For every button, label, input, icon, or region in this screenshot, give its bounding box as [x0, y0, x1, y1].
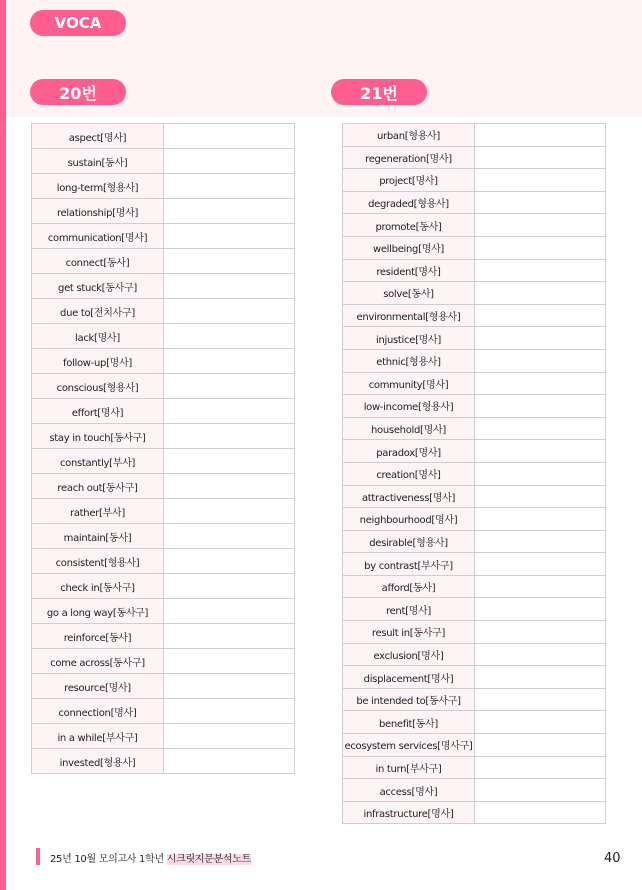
vocab-row — [32, 549, 295, 574]
vocab-row — [32, 349, 295, 374]
answer-blank — [475, 282, 606, 305]
answer-blank — [475, 214, 606, 237]
answer-blank — [164, 699, 295, 724]
vocab-row — [343, 417, 606, 440]
page-number: 40 — [604, 851, 621, 866]
vocab-row — [343, 643, 606, 666]
vocab-row — [32, 624, 295, 649]
vocab-word: neighbourhood[명사] — [343, 508, 475, 531]
vocab-row — [32, 124, 295, 149]
vocab-word: resident[명사] — [343, 259, 475, 282]
vocab-word: sustain[동사] — [32, 149, 164, 174]
answer-blank — [475, 417, 606, 440]
answer-blank — [164, 324, 295, 349]
answer-blank — [164, 124, 295, 149]
answer-blank — [164, 674, 295, 699]
answer-blank — [475, 485, 606, 508]
vocab-word: rather[부사] — [32, 499, 164, 524]
vocab-word: injustice[명사] — [343, 327, 475, 350]
vocab-row — [32, 749, 295, 774]
vocab-word: conscious[형용사] — [32, 374, 164, 399]
vocab-row — [343, 214, 606, 237]
answer-blank — [164, 399, 295, 424]
answer-blank — [164, 649, 295, 674]
vocab-word: stay in touch[동사구] — [32, 424, 164, 449]
vocab-word: aspect[명사] — [32, 124, 164, 149]
vocab-row — [343, 146, 606, 169]
answer-blank — [475, 372, 606, 395]
answer-blank — [475, 395, 606, 418]
answer-blank — [475, 236, 606, 259]
answer-blank — [475, 621, 606, 644]
vocab-row — [343, 304, 606, 327]
vocab-row — [32, 374, 295, 399]
footer-highlight: 시크릿지문분석노트 — [166, 854, 251, 865]
answer-blank — [164, 474, 295, 499]
answer-blank — [475, 530, 606, 553]
vocab-row — [343, 756, 606, 779]
vocab-row — [32, 499, 295, 524]
vocab-word: creation[명사] — [343, 462, 475, 485]
vocab-word: urban[형용사] — [343, 124, 475, 147]
vocab-word: afford[동사] — [343, 575, 475, 598]
vocab-word: solve[동사] — [343, 282, 475, 305]
vocab-row — [32, 224, 295, 249]
answer-blank — [475, 124, 606, 147]
vocab-row — [32, 424, 295, 449]
vocab-row — [343, 124, 606, 147]
answer-blank — [164, 274, 295, 299]
answer-blank — [164, 449, 295, 474]
vocab-row — [343, 621, 606, 644]
vocab-word: maintain[동사] — [32, 524, 164, 549]
answer-blank — [164, 524, 295, 549]
vocab-row — [343, 734, 606, 757]
vocab-word: community[명사] — [343, 372, 475, 395]
vocab-word: long-term[형용사] — [32, 174, 164, 199]
vocab-word: regeneration[명사] — [343, 146, 475, 169]
vocab-row — [32, 174, 295, 199]
vocab-row — [343, 349, 606, 372]
answer-blank — [475, 440, 606, 463]
vocab-word: in turn[부사구] — [343, 756, 475, 779]
vocab-word: in a while[부사구] — [32, 724, 164, 749]
answer-blank — [475, 666, 606, 689]
vocab-word: go a long way[동사구] — [32, 599, 164, 624]
vocab-word: degraded[형용사] — [343, 191, 475, 214]
vocab-row — [343, 508, 606, 531]
answer-blank — [475, 349, 606, 372]
vocab-table-20 — [31, 123, 295, 774]
answer-blank — [475, 711, 606, 734]
vocab-word: ecosystem services[명사구] — [343, 734, 475, 757]
answer-blank — [475, 462, 606, 485]
vocab-word: attractiveness[명사] — [343, 485, 475, 508]
vocab-row — [32, 649, 295, 674]
answer-blank — [475, 191, 606, 214]
answer-blank — [164, 574, 295, 599]
vocab-word: displacement[명사] — [343, 666, 475, 689]
vocab-word: follow-up[명사] — [32, 349, 164, 374]
answer-blank — [475, 304, 606, 327]
answer-blank — [475, 643, 606, 666]
vocab-table-21 — [342, 123, 606, 824]
footer-title — [50, 850, 251, 865]
voca-badge: VOCA — [30, 10, 126, 36]
vocab-word: invested[형용사] — [32, 749, 164, 774]
section-21-badge: 21번 — [331, 79, 427, 105]
vocab-word: rent[명사] — [343, 598, 475, 621]
vocab-row — [343, 553, 606, 576]
vocab-row — [343, 236, 606, 259]
answer-blank — [475, 169, 606, 192]
vocab-row — [343, 688, 606, 711]
vocab-word: get stuck[동사구] — [32, 274, 164, 299]
vocab-row — [32, 399, 295, 424]
answer-blank — [475, 508, 606, 531]
vocab-row — [32, 324, 295, 349]
vocab-row — [32, 674, 295, 699]
vocab-word: infrastructure[명사] — [343, 801, 475, 824]
answer-blank — [164, 724, 295, 749]
vocab-word: ethnic[형용사] — [343, 349, 475, 372]
vocab-word: wellbeing[명사] — [343, 236, 475, 259]
answer-blank — [164, 499, 295, 524]
vocab-word: result in[동사구] — [343, 621, 475, 644]
vocab-row — [343, 169, 606, 192]
vocab-row — [343, 575, 606, 598]
answer-blank — [475, 779, 606, 802]
vocab-row — [343, 485, 606, 508]
vocab-word: be intended to[동사구] — [343, 688, 475, 711]
vocab-word: promote[동사] — [343, 214, 475, 237]
vocab-row — [343, 327, 606, 350]
vocab-word: reinforce[동사] — [32, 624, 164, 649]
vocab-row — [343, 711, 606, 734]
vocab-word: access[명사] — [343, 779, 475, 802]
vocab-row — [32, 149, 295, 174]
vocab-row — [343, 530, 606, 553]
vocab-row — [343, 779, 606, 802]
answer-blank — [475, 756, 606, 779]
vocab-word: consistent[형용사] — [32, 549, 164, 574]
vocab-row — [343, 440, 606, 463]
vocab-row — [32, 274, 295, 299]
answer-blank — [164, 149, 295, 174]
vocab-row — [32, 199, 295, 224]
vocab-word: project[명사] — [343, 169, 475, 192]
vocab-row — [343, 259, 606, 282]
vocab-word: low-income[형용사] — [343, 395, 475, 418]
answer-blank — [164, 224, 295, 249]
vocab-row — [32, 574, 295, 599]
vocab-row — [343, 191, 606, 214]
answer-blank — [164, 599, 295, 624]
vocab-row — [32, 249, 295, 274]
vocab-row — [343, 801, 606, 824]
vocab-row — [32, 474, 295, 499]
answer-blank — [164, 374, 295, 399]
answer-blank — [475, 146, 606, 169]
vocab-row — [32, 599, 295, 624]
answer-blank — [475, 801, 606, 824]
vocab-word: connect[동사] — [32, 249, 164, 274]
answer-blank — [164, 299, 295, 324]
vocab-row — [343, 598, 606, 621]
vocab-row — [32, 724, 295, 749]
vocab-word: benefit[동사] — [343, 711, 475, 734]
vocab-word: constantly[부사] — [32, 449, 164, 474]
vocab-word: environmental[형용사] — [343, 304, 475, 327]
answer-blank — [164, 174, 295, 199]
vocab-row — [343, 282, 606, 305]
vocab-word: resource[명사] — [32, 674, 164, 699]
vocab-row — [343, 395, 606, 418]
answer-blank — [164, 249, 295, 274]
vocab-word: paradox[명사] — [343, 440, 475, 463]
answer-blank — [164, 424, 295, 449]
vocab-word: effort[명사] — [32, 399, 164, 424]
answer-blank — [164, 549, 295, 574]
vocab-word: check in[동사구] — [32, 574, 164, 599]
answer-blank — [475, 327, 606, 350]
answer-blank — [475, 575, 606, 598]
vocab-word: communication[명사] — [32, 224, 164, 249]
vocab-word: desirable[형용사] — [343, 530, 475, 553]
vocab-word: reach out[동사구] — [32, 474, 164, 499]
vocab-word: come across[동사구] — [32, 649, 164, 674]
answer-blank — [164, 199, 295, 224]
left-accent-bar — [0, 0, 6, 890]
answer-blank — [475, 688, 606, 711]
answer-blank — [164, 349, 295, 374]
vocab-row — [343, 462, 606, 485]
answer-blank — [475, 553, 606, 576]
vocab-row — [343, 372, 606, 395]
footer-prefix: 25년 10월 모의고사 1학년 — [50, 854, 167, 865]
answer-blank — [164, 749, 295, 774]
vocab-word: connection[명사] — [32, 699, 164, 724]
vocab-word: household[명사] — [343, 417, 475, 440]
vocab-row — [32, 699, 295, 724]
answer-blank — [475, 734, 606, 757]
section-20-badge: 20번 — [30, 79, 126, 105]
vocab-word: due to[전치사구] — [32, 299, 164, 324]
vocab-row — [32, 449, 295, 474]
vocab-word: exclusion[명사] — [343, 643, 475, 666]
vocab-word: by contrast[부사구] — [343, 553, 475, 576]
vocab-row — [32, 299, 295, 324]
answer-blank — [475, 598, 606, 621]
vocab-word: lack[명사] — [32, 324, 164, 349]
vocab-word: relationship[명사] — [32, 199, 164, 224]
answer-blank — [475, 259, 606, 282]
answer-blank — [164, 624, 295, 649]
vocab-row — [343, 666, 606, 689]
vocab-row — [32, 524, 295, 549]
footer-accent-bar — [36, 848, 40, 865]
